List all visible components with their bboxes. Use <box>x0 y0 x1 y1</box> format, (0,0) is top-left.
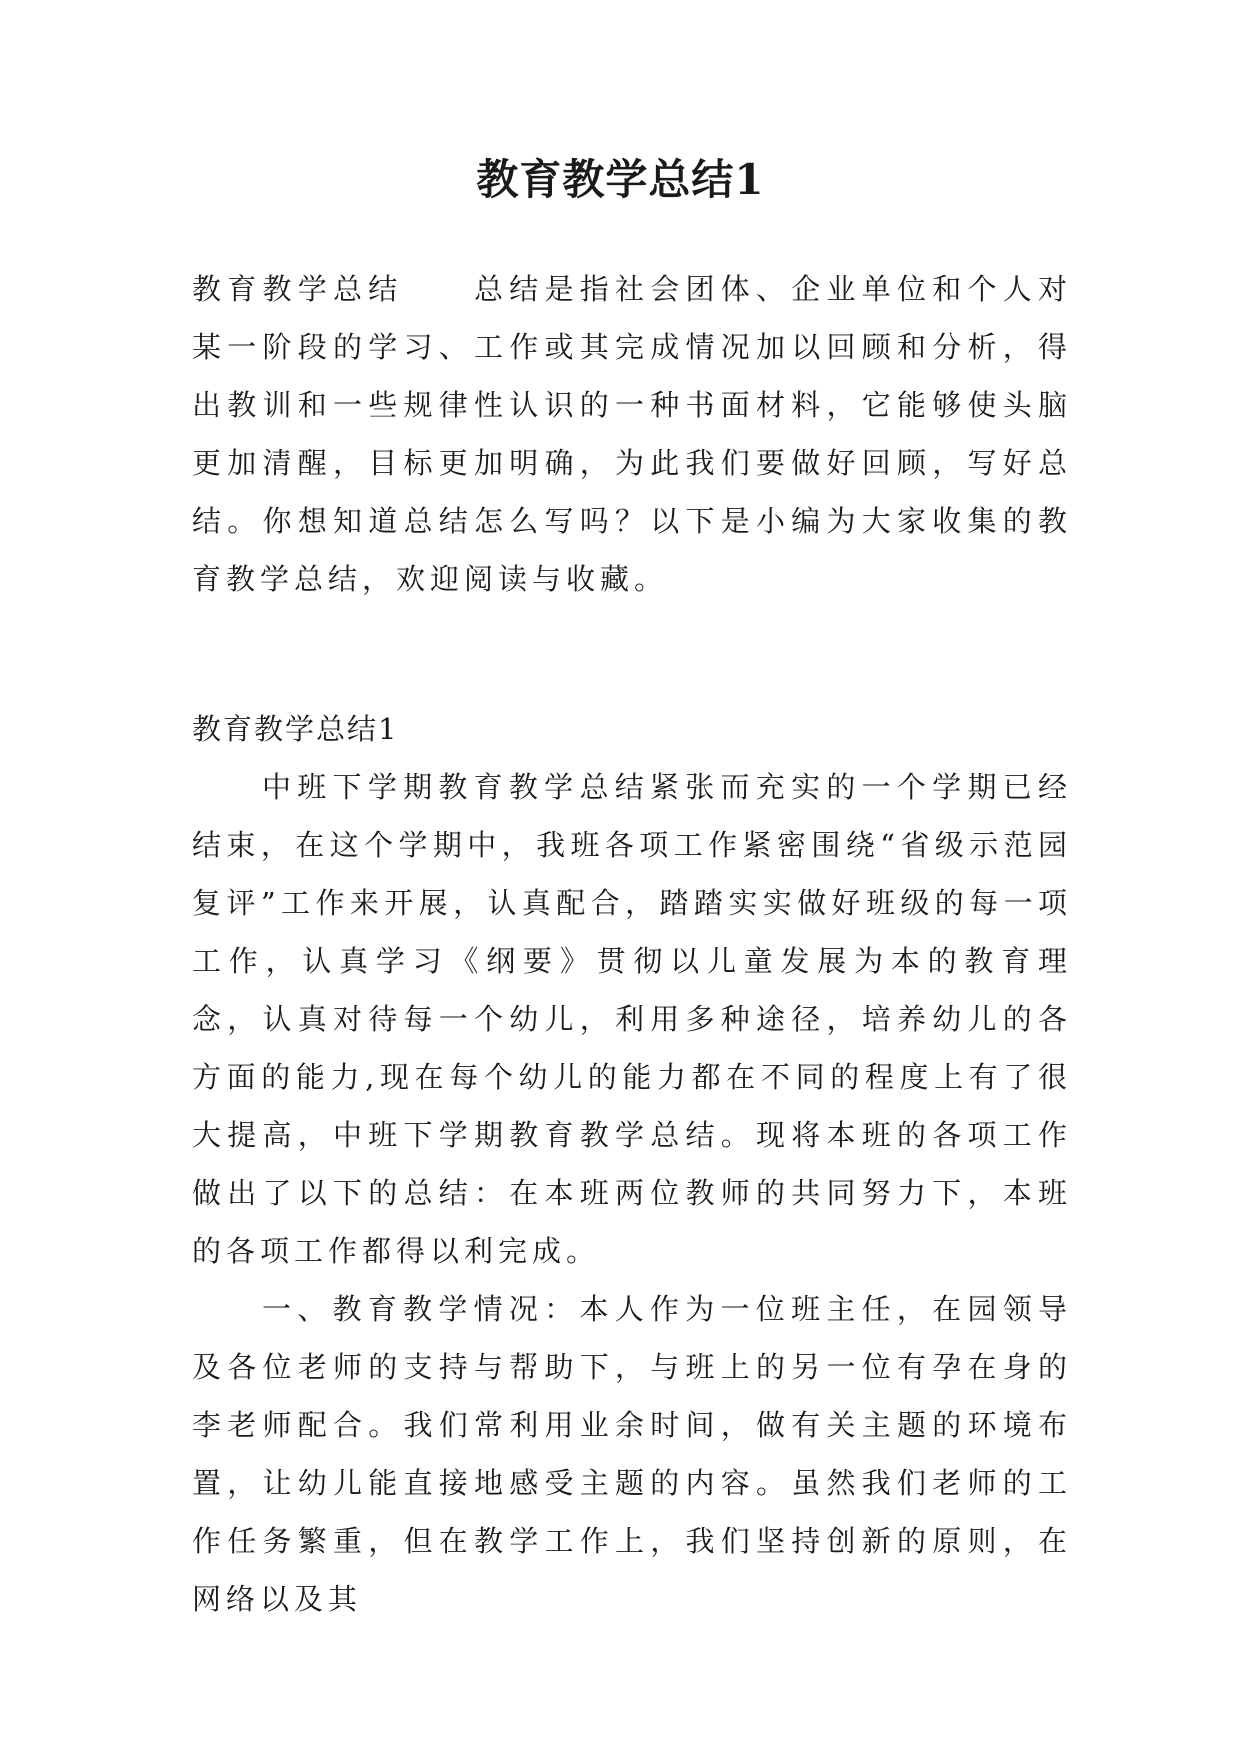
document-title: 教育教学总结1 <box>476 155 765 204</box>
body-paragraph-1: 中班下学期教育教学总结紧张而充实的一个学期已经结束，在这个学期中，我班各项工作紧密围绕“省级示范园复评”工作来开展，认真配合，踏踏实实做好班级的每一项工作，认真学习《纲要》贯彻以儿童发展为本的教育理念，认真对待每一个幼儿，利用多种途径，培养幼儿的各方面的能力,现在每个幼儿的能力都在不同的程度上有了很大提高，中班下学期教育教学总结。现将本班的各项工作做出了以下的总结：在本班两位教师的共同努力下，本班的各项工作都得以利完成。 <box>192 770 1072 1268</box>
section-heading: 教育教学总结1 <box>192 712 399 746</box>
body-paragraph-2: 一、教育教学情况：本人作为一位班主任，在园领导及各位老师的支持与帮助下，与班上的另一位有孕在身的李老师配合。我们常利用业余时间，做有关主题的环境布置，让幼儿能直接地感受主题的内容。虽然我们老师的工作任务繁重，但在教学工作上，我们坚持创新的原则，在网络以及其 <box>192 1292 1072 1616</box>
intro-paragraph: 教育教学总结 总结是指社会团体、企业单位和个人对某一阶段的学习、工作或其完成情况加以回顾和分析，得出教训和一些规律性认识的一种书面材料，它能够使头脑更加清醒，目标更加明确，为此我们要做好回顾，写好总结。你想知道总结怎么写吗？以下是小编为大家收集的教育教学总结，欢迎阅读与收藏。 <box>192 272 1072 596</box>
